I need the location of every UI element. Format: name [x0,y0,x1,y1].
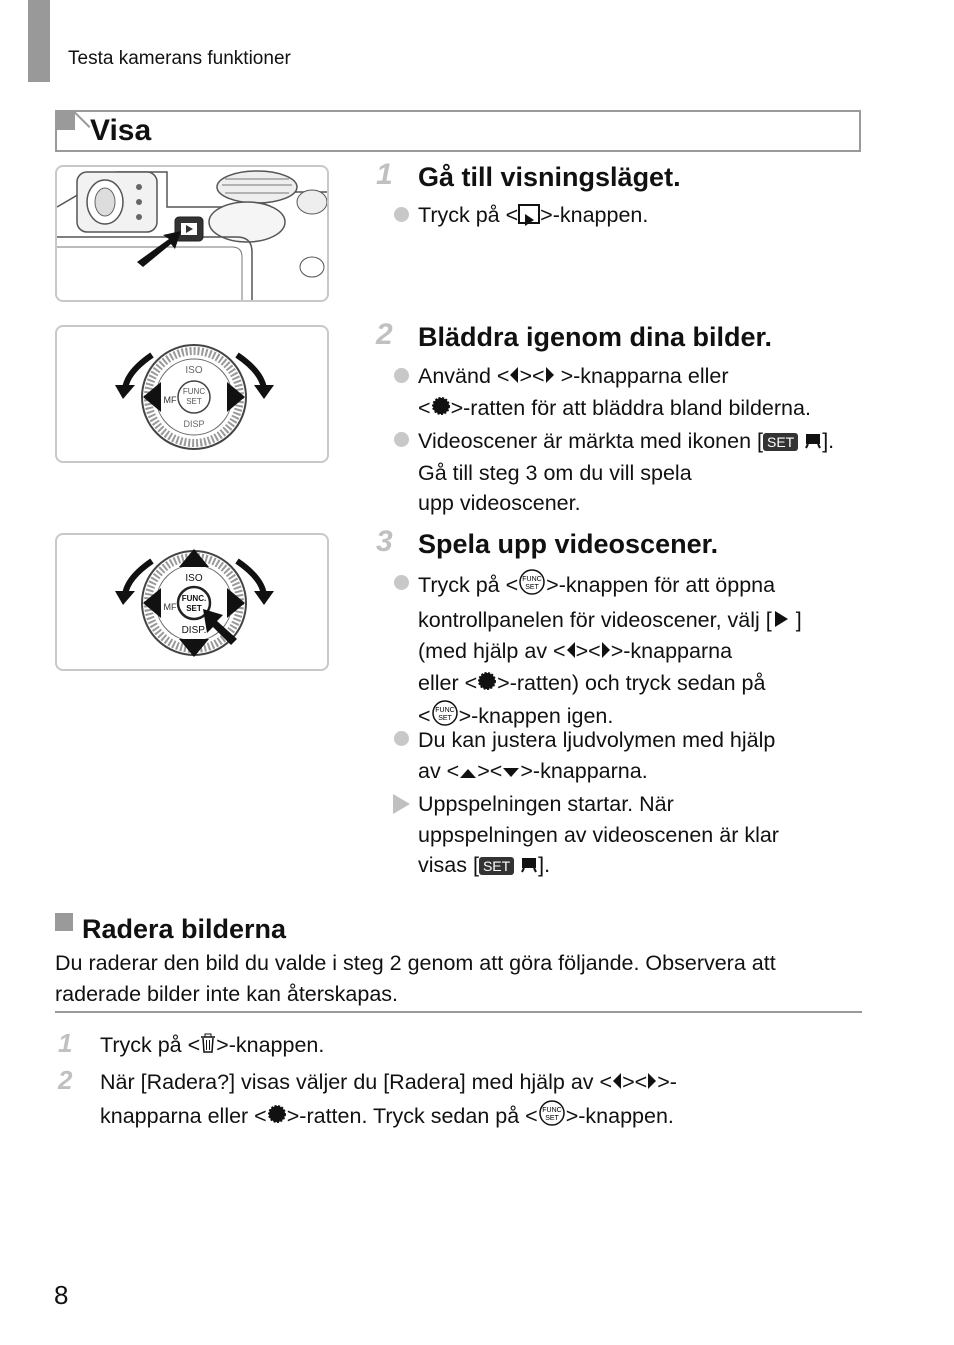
movie-icon [520,851,538,882]
control-dial-icon [267,1102,287,1133]
step-number: 2 [376,318,393,351]
section-title-radera: Radera bilderna [82,914,287,944]
svg-text:DISP: DISP [183,419,205,429]
chapter-tab [28,0,50,82]
play-icon [772,606,790,637]
left-arrow-icon [509,362,519,393]
step-title: Gå till visningsläget. [418,162,681,192]
trash-icon [200,1031,216,1062]
heading-square-icon [55,913,73,931]
bullet-dot [394,575,409,590]
dial-browse-illustration [55,325,329,463]
func-set-icon [538,1099,566,1136]
right-arrow-icon [601,637,611,668]
svg-text:FUNC: FUNC [522,576,542,583]
svg-text:FUNC: FUNC [541,1106,562,1114]
heading-square-icon [55,110,75,130]
svg-text:FUNC: FUNC [182,387,206,396]
camera-playback-illustration [55,165,329,302]
section-title-visa: Visa [90,114,152,147]
svg-text:ISO: ISO [185,573,203,584]
step-text: Använd < >< >-knapparna eller < >-ratten för att bläddra bland bilderna. [418,361,811,424]
step-text: Tryck på < FUNC SET >-knappen för att öppna kontrollpanelen för videoscener, välj [ ] (med hjälp av < >< >-knapparna eller < >-ratten) och tryck sedan på < FUNC SET >-knappen igen. [418,568,802,736]
svg-text:SET: SET [544,1114,559,1122]
right-arrow-icon [647,1068,657,1099]
svg-text:MF: MF [163,395,177,405]
list-number: 1 [58,1028,73,1058]
list-item: Tryck på < >-knappen. [100,1030,324,1062]
down-arrow-icon [502,757,520,788]
movie-icon [804,427,822,458]
svg-text:SET: SET [186,604,202,613]
step-number: 1 [376,158,393,191]
bullet-dot [394,368,409,383]
bullet-dot [394,207,409,222]
play-button-icon [518,204,540,224]
step-text: Uppspelningen startar. När uppspelningen av videoscenen är klar visas [ SET ]. [418,789,779,882]
step-title: Spela upp videoscener. [418,529,719,559]
step-text: Tryck på < >-knappen. [418,203,649,227]
set-icon: SET [479,857,514,875]
step-text: Du kan justera ljudvolymen med hjälp av < >< >-knapparna. [418,725,775,787]
step-title: Bläddra igenom dina bilder. [418,322,773,352]
svg-text:SET: SET [186,397,202,406]
radera-intro: Du raderar den bild du valde i steg 2 genom att göra följande. Observera att raderade bilder inte kan återskapas. [55,951,776,1006]
list-item: När [Radera?] visas väljer du [Radera] med hjälp av < >< >- knapparna eller < >-ratten. Tryck sedan på < FUNC SET >-knappen. [100,1067,677,1135]
svg-text:ISO: ISO [185,365,203,376]
svg-text:FUNC: FUNC [434,707,455,715]
svg-text:MF: MF [163,602,177,612]
page-number: 8 [54,1280,69,1310]
left-arrow-icon [566,637,576,668]
bullet-dot [394,731,409,746]
section-heading-box [55,110,861,152]
divider [55,1011,862,1013]
result-arrow-icon [393,794,410,814]
step-number: 3 [376,525,393,558]
bullet-dot [394,432,409,447]
func-set-icon [518,568,546,605]
up-arrow-icon [459,757,477,788]
control-dial-icon [477,669,497,700]
list-number: 2 [58,1065,73,1095]
svg-text:SET: SET [525,584,539,591]
right-arrow-icon [545,362,555,393]
svg-text:SET: SET [437,715,452,723]
left-arrow-icon [612,1068,622,1099]
set-icon: SET [763,433,798,451]
svg-text:FUNC.: FUNC. [181,594,207,603]
dial-play-illustration [55,533,329,671]
control-dial-icon [431,394,451,425]
svg-text:DISP.: DISP. [181,625,207,636]
step-text: Videoscener är märkta med ikonen [ SET ]. Gå till steg 3 om du vill spela upp videoscener. [418,429,835,516]
running-header: Testa kamerans funktioner [68,48,291,69]
